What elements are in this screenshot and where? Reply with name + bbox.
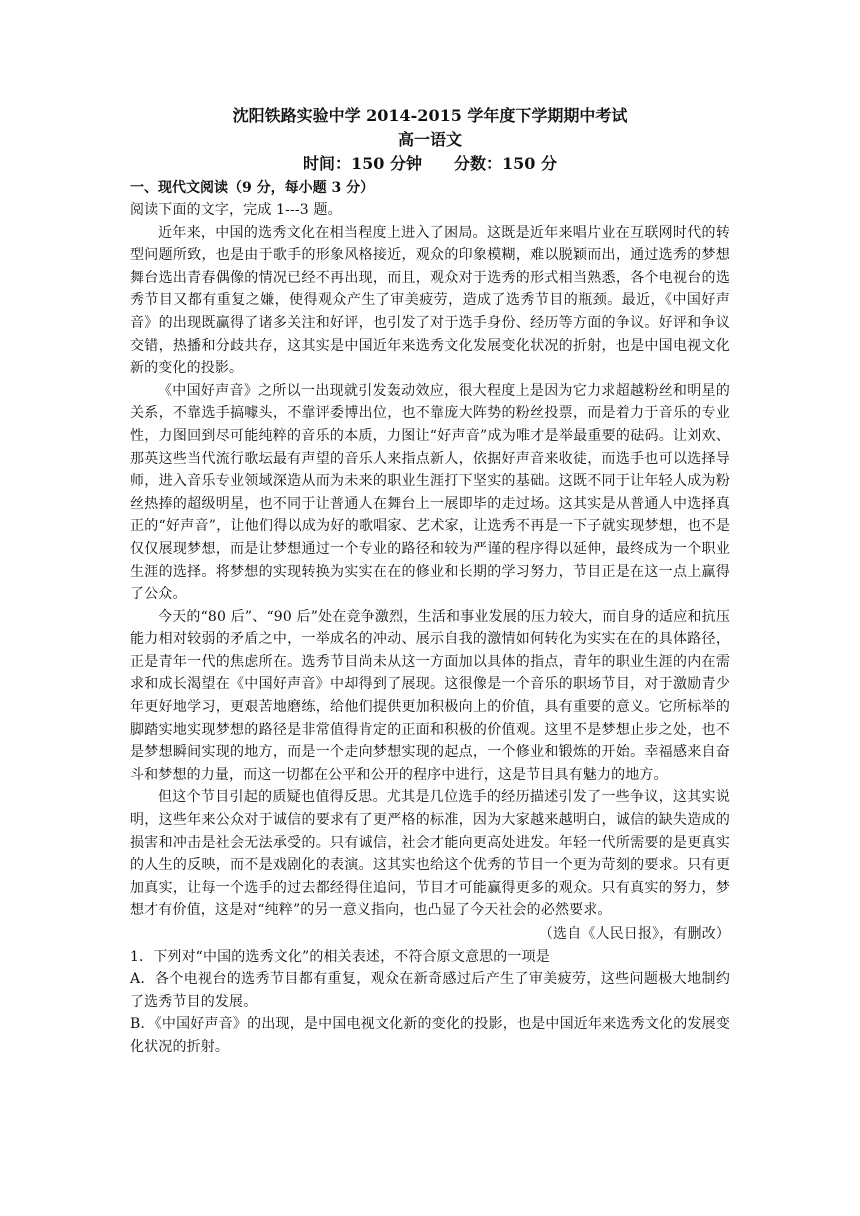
passage-paragraph-4: 但这个节目引起的质疑也值得反思。尤其是几位选手的经历描述引发了一些争议，这其实说明，这些年来公众对于诚信的要求有了更严格的标准，因为大家越来越明白，诚信的缺失造成的损害和冲击是社会无法承受的。只有诚信，社会才能向更高处进发。年轻一代所需要的是更真实的人生的反映，而不是戏剧化的表演。这其实也给这个优秀的节目一个更为苛刻的要求。只有更加真实，让每一个选手的过去都经得住追问，节目才可能赢得更多的观众。只有真实的努力，梦想才有价值，这是对“纯粹”的另一意义指向，也凸显了今天社会的必然要求。 [130,789,730,919]
option-b: B．《中国好声音》的出现，是中国电视文化新的变化的投影，也是中国近年来选秀文化的发展变化状况的折射。 [130,1016,730,1055]
question-1 [130,946,730,1059]
subject-title: 高一语文 [397,130,462,149]
reading-instruction: 阅读下面的文字，完成 1---3 题。 [130,202,342,218]
question-stem: 1．下列对“中国的选秀文化”的相关表述，不符合原文意思的一项是 [130,948,550,965]
passage-source: （选自《人民日报》，有删改） [538,926,730,942]
passage-paragraph-3: 今天的“80 后”、“90 后”处在竞争激烈，生活和事业发展的压力较大，而自身的适应和抗压能力相对较弱的矛盾之中，一举成名的冲动、展示自我的激情如何转化为实实在在的具体路径，正是青年一代的焦虑所在。选秀节目尚未从这一方面加以具体的指点，青年的职业生涯的内在需求和成长渴望在《中国好声音》中却得到了展现。这很像是一个音乐的职场节目，对于激励青少年更好地学习，更艰苦地磨练，给他们提供更加积极向上的价值，具有重要的意义。它所标举的脚踏实地实现梦想的路径是非常值得肯定的正面和积极的价值观。这里不是梦想止步之处，也不是梦想瞬间实现的地方，而是一个走向梦想实现的起点，一个修业和锻炼的开始。幸福感来自奋斗和梦想的力量，而这一切都在公平和公开的程序中进行，这是节目具有魅力的地方。 [130,608,730,783]
passage-paragraph-1: 近年来，中国的选秀文化在相当程度上进入了困局。这既是近年来唱片业在互联网时代的转型问题所致，也是由于歌手的形象风格接近，观众的印象模糊，难以脱颖而出，通过选秀的梦想舞台选出青春偶像的情况已经不再出现，而且，观众对于选秀的形式相当熟悉，各个电视台的选秀节目又都有重复之嫌，使得观众产生了审美疲劳，造成了选秀节目的瓶颈。最近，《中国好声音》的出现既赢得了诸多关注和好评，也引发了对于选手身份、经历等方面的争议。好评和争议交错，热播和分歧共存，这其实是中国近年来选秀文化发展变化状况的折射，也是中国电视文化新的变化的投影。 [130,224,730,377]
option-a: A．各个电视台的选秀节目都有重复，观众在新奇感过后产生了审美疲劳，这些问题极大地制约了选秀节目的发展。 [130,971,730,1010]
passage-paragraph-2: 《中国好声音》之所以一出现就引发轰动效应，很大程度上是因为它力求超越粉丝和明星的关系，不靠选手搞噱头，不靠评委博出位，也不靠庞大阵势的粉丝投票，而是着力于音乐的专业性，力图回到尽可能纯粹的音乐的本质，力图让“好声音”成为唯才是举最重要的砝码。让刘欢、那英这些当代流行歌坛最有声望的音乐人来指点新人，依据好声音来收徒，而选手也可以选择导师，进入音乐专业领域深造从而为未来的职业生涯打下坚实的基础。这既不同于让年轻人成为粉丝热捧的超级明星，也不同于让普通人在舞台上一展即毕的走过场。这其实是从普通人中选择真正的“好声音”，让他们得以成为好的歌唱家、艺术家，让选秀不再是一下子就实现梦想，也不是仅仅展现梦想，而是让梦想通过一个专业的路径和较为严谨的程序得以延伸，最终成为一个职业生涯的选择。将梦想的实现转换为实实在在的修业和长期的学习努力，节目正是在这一点上赢得了公众。 [130,382,730,603]
section-heading: 一、现代文阅读（9 分，每小题 3 分） [130,180,375,196]
time-score-line: 时间：150 分钟 分数：150 分 [303,154,557,173]
document-body [130,104,730,1059]
exam-title: 沈阳铁路实验中学 2014-2015 学年度下学期期中考试 [232,106,628,125]
